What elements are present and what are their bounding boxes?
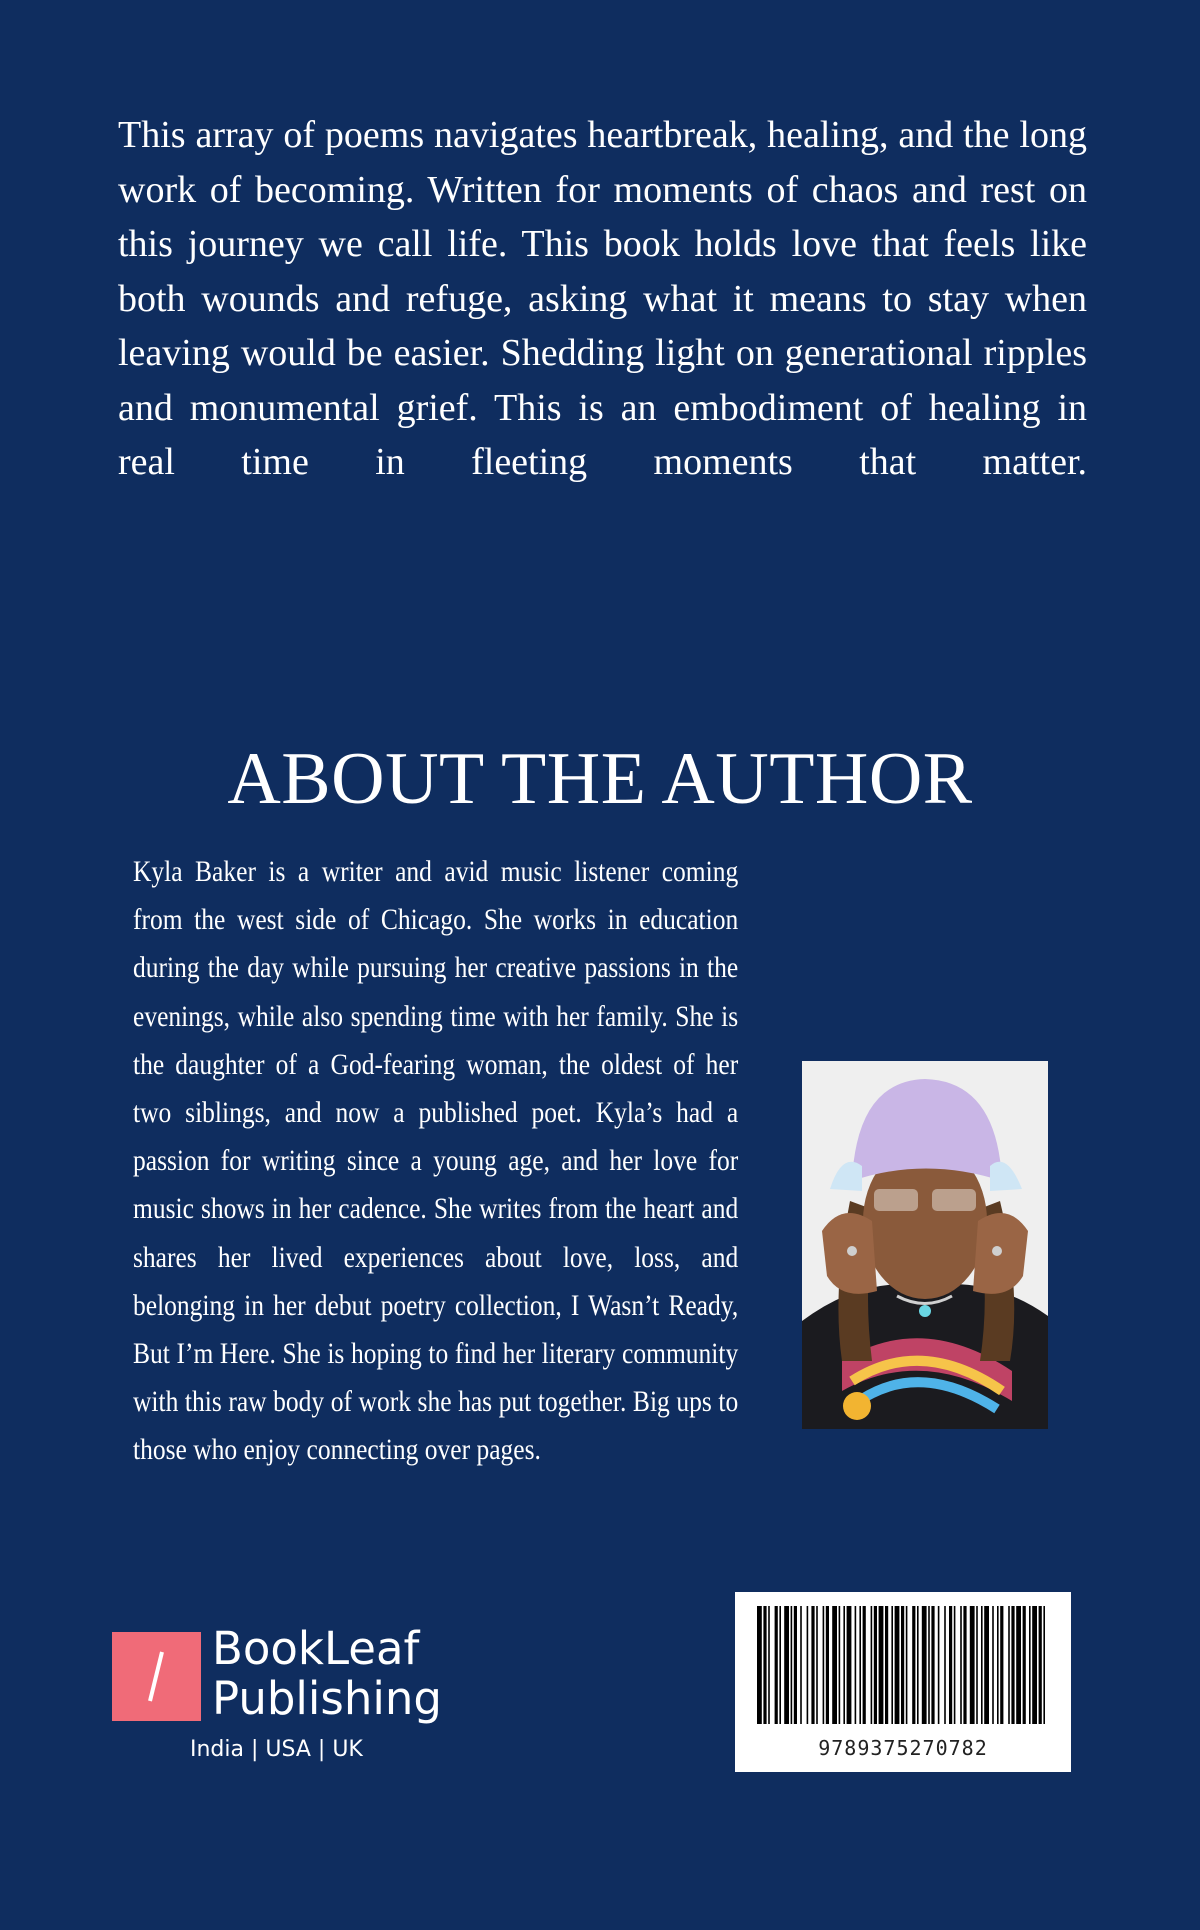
barcode-bar bbox=[997, 1606, 999, 1724]
barcode-bar bbox=[1039, 1606, 1042, 1724]
barcode-bar bbox=[874, 1606, 877, 1724]
barcode-bar bbox=[1011, 1606, 1014, 1724]
barcode-bar bbox=[891, 1606, 893, 1724]
barcode-bar bbox=[763, 1606, 766, 1724]
barcode-bar bbox=[992, 1606, 994, 1724]
barcode-bar bbox=[791, 1606, 793, 1724]
back-cover-blurb: This array of poems navigates heartbreak, healing, and the long work of becoming. Written for moments of chaos and rest on this journey we call life. This book holds love that feels like both wounds and refuge, asking what it means to stay when leaving would be easier. Shedding light on generational ripples and monumental grief. This is an embodiment of healing in real time in fleeting moments that matter. bbox=[118, 114, 1087, 483]
barcode-bar bbox=[784, 1606, 789, 1724]
barcode-bar bbox=[807, 1606, 809, 1724]
publisher-regions: India | USA | UK bbox=[190, 1737, 363, 1762]
barcode-bar bbox=[931, 1606, 934, 1724]
barcode-bar bbox=[970, 1606, 975, 1724]
barcode-bar bbox=[1023, 1606, 1026, 1724]
barcode-bar bbox=[839, 1606, 841, 1724]
barcode-bar bbox=[912, 1606, 915, 1724]
about-author-heading: ABOUT THE AUTHOR bbox=[227, 738, 973, 820]
barcode-bar bbox=[811, 1606, 814, 1724]
barcode-bar bbox=[928, 1606, 930, 1724]
barcode-bar bbox=[938, 1606, 940, 1724]
barcode-bar bbox=[885, 1606, 888, 1724]
barcode-bar bbox=[984, 1606, 989, 1724]
barcode-bar bbox=[944, 1606, 946, 1724]
isbn-number: 9789375270782 bbox=[818, 1736, 988, 1760]
barcode-bar bbox=[863, 1606, 866, 1724]
barcode-bar bbox=[826, 1606, 829, 1724]
barcode-bar bbox=[901, 1606, 904, 1724]
barcode-bar bbox=[981, 1606, 983, 1724]
barcode-bar bbox=[949, 1606, 952, 1724]
barcode-bar bbox=[1016, 1606, 1021, 1724]
barcode-bar bbox=[963, 1606, 966, 1724]
barcode-bar bbox=[976, 1606, 978, 1724]
barcode-bar bbox=[1032, 1606, 1037, 1724]
publisher-name-line1: BookLeaf bbox=[212, 1622, 420, 1675]
barcode-bar bbox=[1029, 1606, 1031, 1724]
barcode-bar bbox=[823, 1606, 825, 1724]
barcode-bar bbox=[922, 1606, 927, 1724]
barcode-bar bbox=[775, 1606, 778, 1724]
isbn-barcode bbox=[735, 1592, 1071, 1772]
barcode-bars bbox=[735, 1592, 1071, 1732]
barcode-bar bbox=[832, 1606, 837, 1724]
barcode-bar bbox=[1043, 1606, 1045, 1724]
barcode-bar bbox=[871, 1606, 873, 1724]
publisher-name bbox=[212, 1624, 442, 1724]
barcode-bar bbox=[879, 1606, 884, 1724]
barcode-bar bbox=[855, 1606, 857, 1724]
barcode-bar bbox=[768, 1606, 770, 1724]
barcode-bar bbox=[816, 1606, 818, 1724]
barcode-bar bbox=[794, 1606, 797, 1724]
barcode-bar bbox=[843, 1606, 845, 1724]
barcode-bar bbox=[847, 1606, 852, 1724]
author-bio: Kyla Baker is a writer and avid music listener coming from the west side of Chicago. She works in education during the day while pursuing her creative passions in the evenings, while also spending time with her family. She is the daughter of a God-fearing woman, the oldest of her two siblings, and now a published poet. Kyla’s had a passion for writing since a young age, and her love for music shows in her cadence. She writes from the heart and shares her lived experiences about love, loss, and belonging in her debut poetry collection, I Wasn’t Ready, But I’m Here. She is hoping to find her literary community with this raw body of work she has put together. Big ups to those who enjoy connecting over pages. bbox=[133, 855, 739, 1467]
barcode-bar bbox=[757, 1606, 762, 1724]
barcode-bar bbox=[800, 1606, 802, 1724]
publisher-logo-mark bbox=[112, 1632, 201, 1721]
barcode-bar bbox=[859, 1606, 861, 1724]
barcode-bar bbox=[954, 1606, 956, 1724]
author-photo bbox=[802, 1061, 1048, 1429]
barcode-bar bbox=[1008, 1606, 1010, 1724]
barcode-bar bbox=[906, 1606, 908, 1724]
barcode-bar bbox=[917, 1606, 919, 1724]
barcode-bar bbox=[895, 1606, 900, 1724]
barcode-bar bbox=[779, 1606, 781, 1724]
publisher-name-line2: Publishing bbox=[212, 1672, 442, 1725]
barcode-bar bbox=[960, 1606, 962, 1724]
barcode-bar bbox=[1000, 1606, 1003, 1724]
